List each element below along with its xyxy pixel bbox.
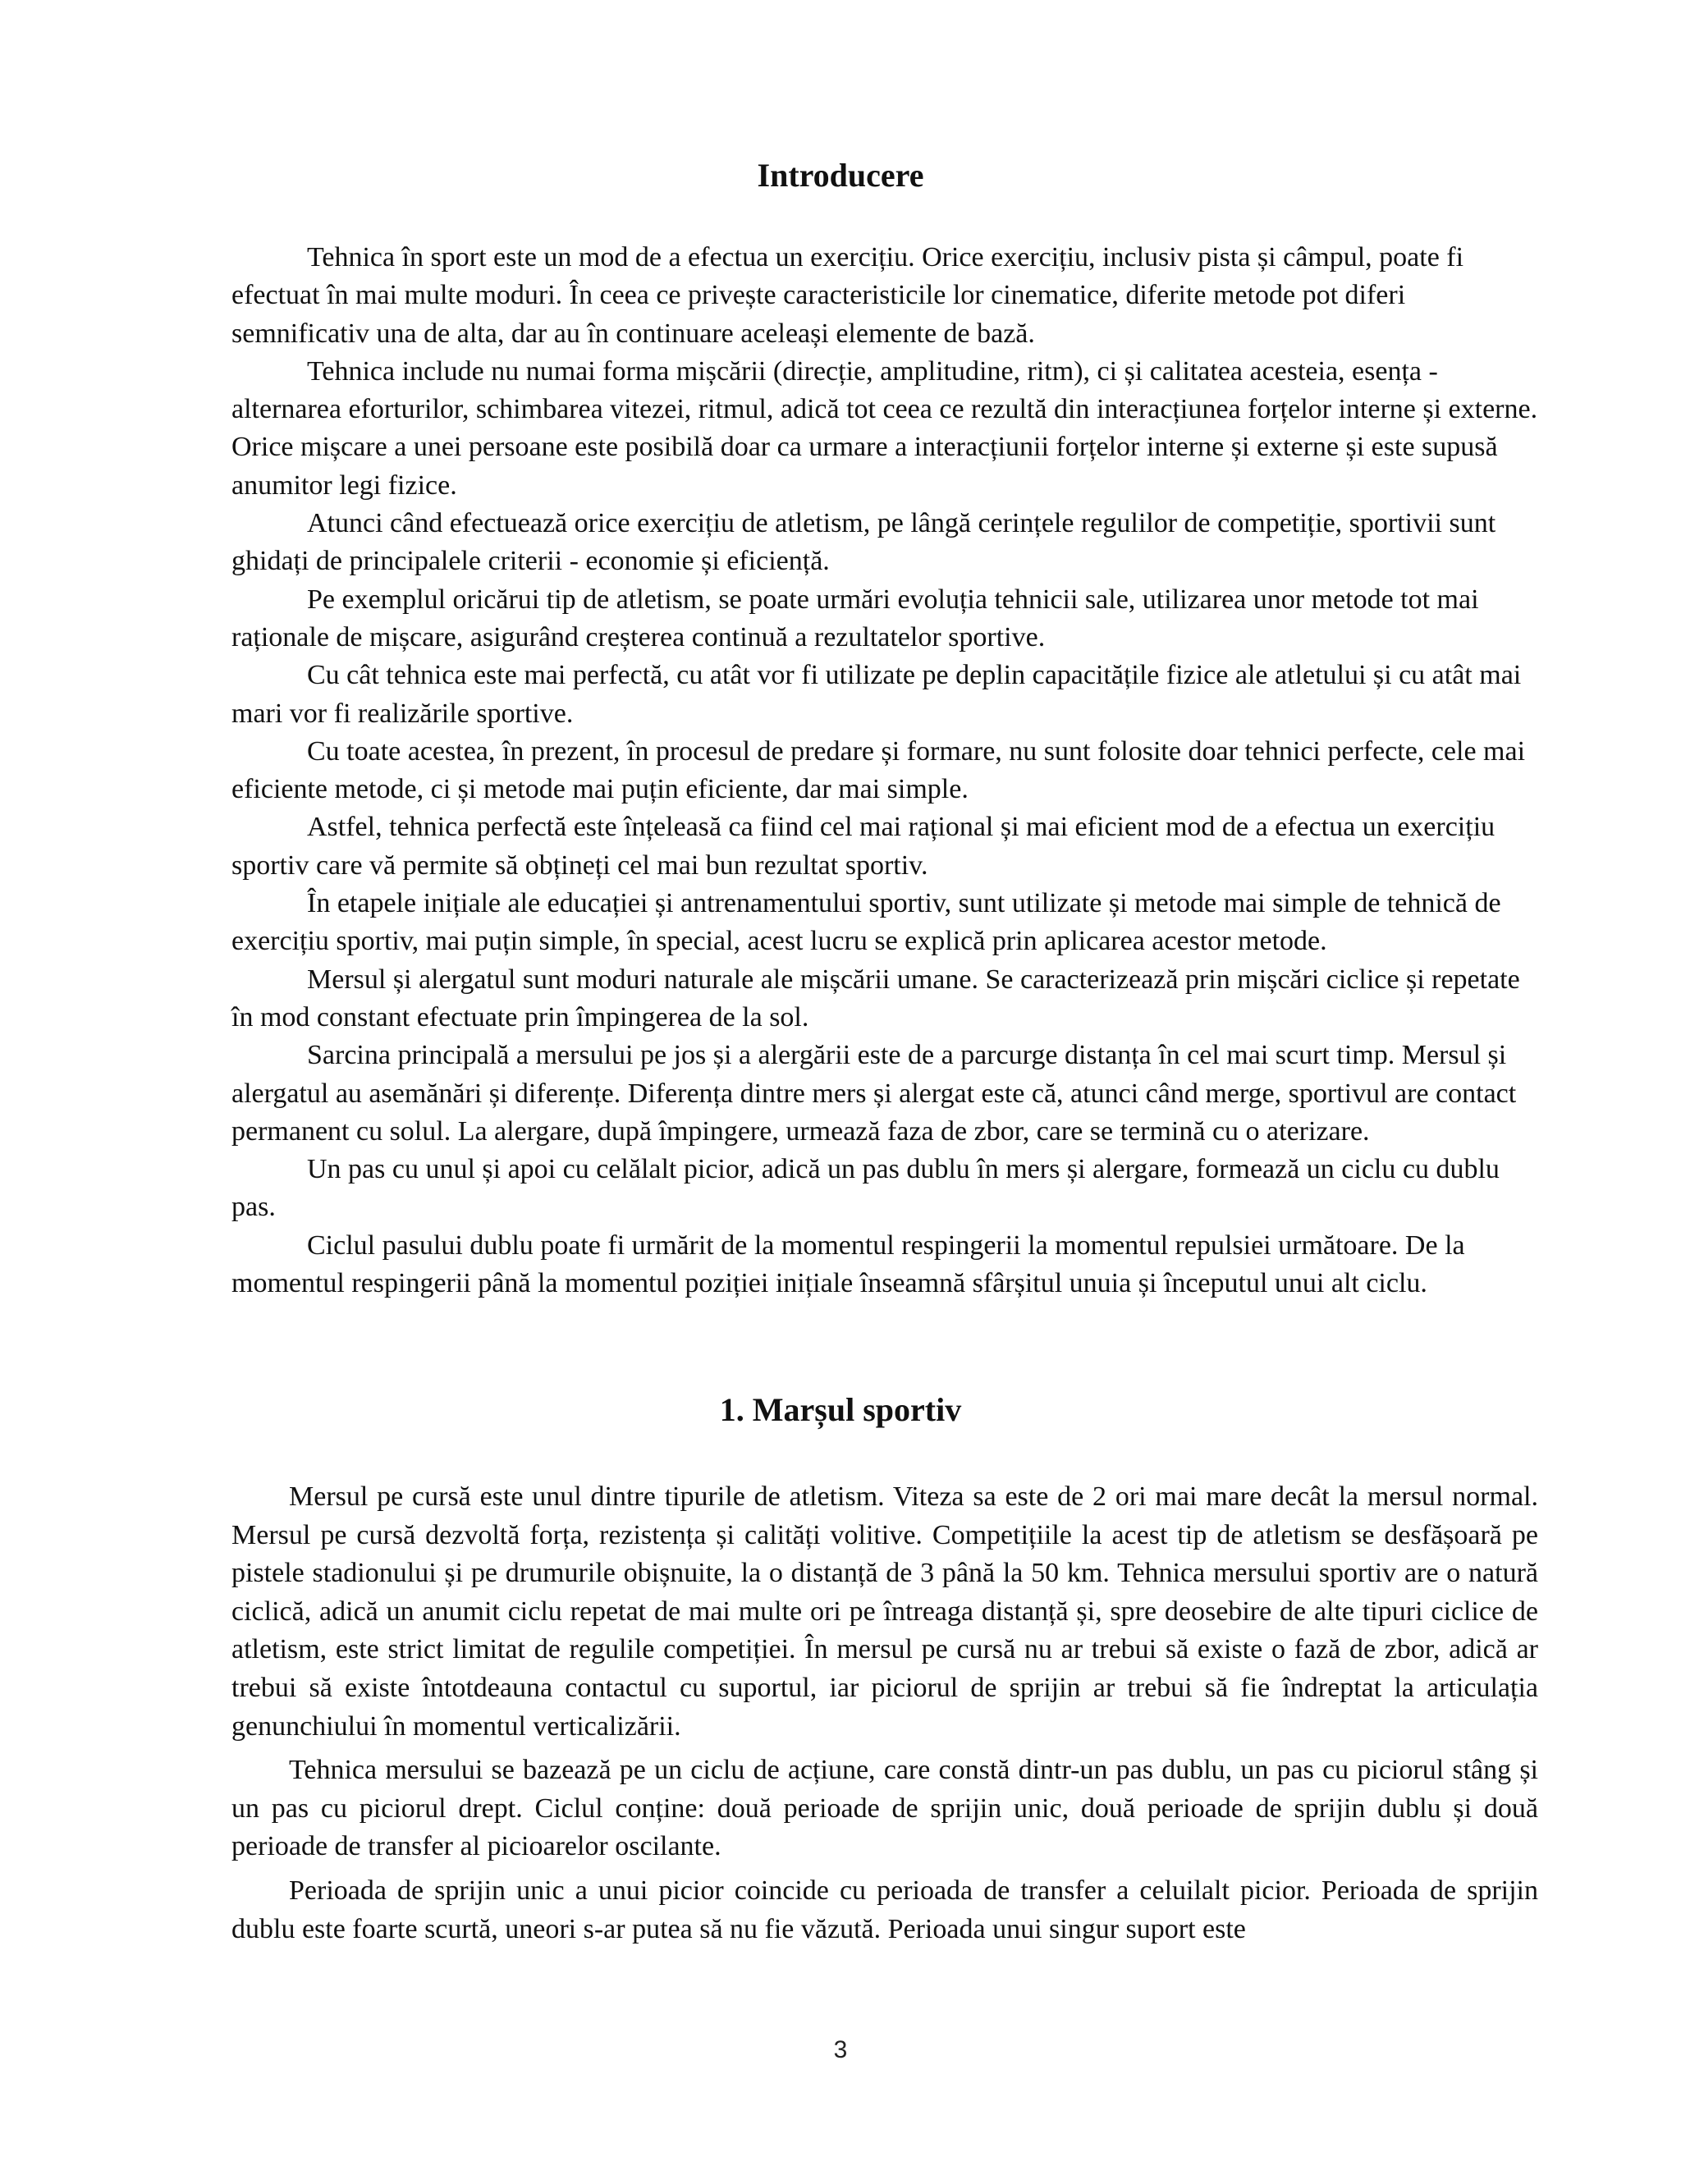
- page-number: 3: [833, 2036, 848, 2063]
- intro-paragraph: Sarcina principală a mersului pe jos și a alergării este de a parcurge distanța în cel mai scurt timp. Mersul și alergatul au asemănări și diferențe. Diferența dintre mers și alergat este că, atunci când merge, sportivul are contact permanent cu solul. La alergare, după împingere, urmează faza de zbor, care se termină cu o aterizare.: [231, 1040, 1517, 1147]
- intro-paragraph: Cu cât tehnica este mai perfectă, cu atât vor fi utilizate pe deplin capacitățile fizice ale atletului și cu atât mai mari vor fi realizările sportive.: [231, 660, 1522, 729]
- intro-paragraph: Tehnica în sport este un mod de a efectua un exercițiu. Orice exercițiu, inclusiv pista și câmpul, poate fi efectuat în mai multe moduri. În ceea ce privește caracteristicile lor cinematice, diferite metode pot diferi semnificativ una de alta, dar au în continuare aceleași elemente de bază.: [231, 242, 1464, 349]
- intro-paragraph: Mersul și alergatul sunt moduri naturale ale mișcării umane. Se caracterizează prin mișcări ciclice și repetate în mod constant efectuate prin împingerea de la sol.: [231, 964, 1520, 1032]
- intro-paragraph: Un pas cu unul și apoi cu celălalt picior, adică un pas dublu în mers și alergare, formează un ciclu cu dublu pas.: [231, 1154, 1500, 1223]
- intro-paragraph: Cu toate acestea, în prezent, în procesul de predare și formare, nu sunt folosite doar tehnici perfecte, cele mai eficiente metode, ci și metode mai puțin eficiente, dar mai simple.: [231, 735, 1526, 805]
- intro-body: [231, 239, 1538, 1303]
- intro-paragraph: Ciclul pasului dublu poate fi urmărit de la momentul respingerii la momentul repulsiei următoare. De la momentul respingerii până la momentul poziției inițiale înseamnă sfârșitul unuia și începutul unui alt ciclu.: [231, 1229, 1465, 1299]
- section-heading: 1. Marșul sportiv: [719, 1391, 962, 1428]
- intro-paragraph: În etapele inițiale ale educației și antrenamentului sportiv, sunt utilizate și metode mai simple de tehnică de exercițiu sportiv, mai puțin simple, în special, acest lucru se explică prin aplicarea acestor metode.: [231, 888, 1501, 957]
- intro-paragraph: Atunci când efectuează orice exercițiu de atletism, pe lângă cerințele regulilor de competiție, sportivii sunt ghidați de principalele criterii - economie și eficiență.: [231, 508, 1496, 577]
- section-body: [231, 1478, 1538, 1954]
- section-paragraph: Mersul pe cursă este unul dintre tipurile de atletism. Viteza sa este de 2 ori mai mare decât la mersul normal. Mersul pe cursă dezvoltă forța, rezistența și calități volitive. Competițiile la acest tip de atletism se desfășoară pe pistele stadionului și pe drumurile obișnuite, la o distanță de 3 până la 50 km. Tehnica mersului sportiv are o natură ciclică, adică un anumit ciclu repetat de mai multe ori pe întreaga distanță și, spre deosebire de alte tipuri ciclice de atletism, este strict limitat de regulile competiției. În mersul pe cursă nu ar trebui să existe o fază de zbor, adică ar trebui să existe întotdeauna contactul cu suportul, iar piciorul de sprijin ar trebui să fie îndreptat la articulația genunchiului în momentul verticalizării.: [231, 1481, 1538, 1742]
- intro-paragraph: Astfel, tehnica perfectă este înțeleasă ca fiind cel mai rațional și mai eficient mod de a efectua un exercițiu sportiv care vă permite să obțineți cel mai bun rezultat sportiv.: [231, 812, 1495, 881]
- intro-paragraph: Pe exemplul oricărui tip de atletism, se poate urmări evoluția tehnicii sale, utilizarea unor metode tot mai raționale de mișcare, asigurând creșterea continuă a rezultatelor sportive.: [231, 584, 1479, 652]
- section-paragraph: Tehnica mersului se bazează pe un ciclu de acțiune, care constă dintr-un pas dublu, un pas cu piciorul stâng și un pas cu piciorul drept. Ciclul conține: două perioade de sprijin unic, două perioade de sprijin dublu și două perioade de transfer al picioarelor oscilante.: [231, 1755, 1538, 1862]
- intro-heading: Introducere: [757, 157, 924, 194]
- intro-paragraph: Tehnica include nu numai forma mișcării (direcție, amplitudine, ritm), ci și calitatea acesteia, esența - alternarea eforturilor, schimbarea vitezei, ritmul, adică tot ceea ce rezultă din interacțiunea forțelor interne și externe. Orice mișcare a unei persoane este posibilă doar ca urmare a interacțiunii forțelor interne și externe și este supusă anumitor legi fizice.: [231, 355, 1538, 501]
- section-paragraph: Perioada de sprijin unic a unui picior coincide cu perioada de transfer a celuilalt picior. Perioada de sprijin dublu este foarte scurtă, uneori s-ar putea să nu fie văzută. Perioada unui singur suport este: [231, 1875, 1538, 1944]
